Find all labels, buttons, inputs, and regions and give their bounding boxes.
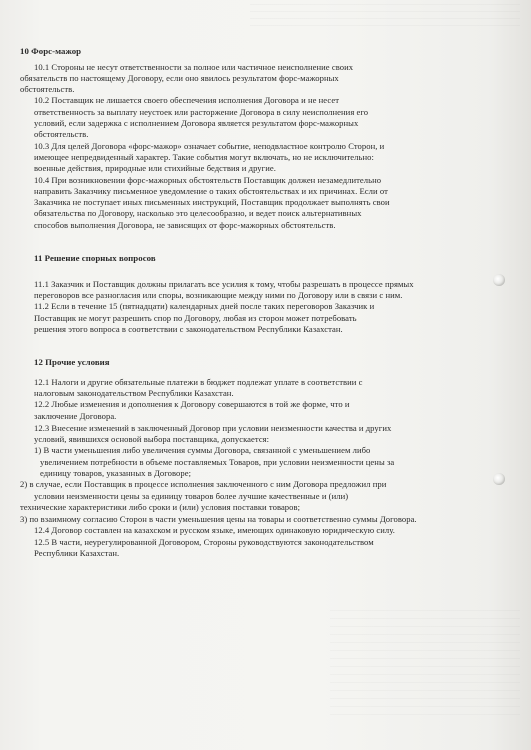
bleed-through-texture-top xyxy=(250,4,520,32)
section-10-line: ответственность за выплату неустоек или расторжение Договора в силу неисполнения его xyxy=(34,107,369,117)
punch-hole-upper xyxy=(493,274,505,286)
section-10-line: обязательства по Договору, насколько это целесообразно, и ведет поиск альтернативных xyxy=(34,208,362,218)
section-10-line: направить Заказчику письменное уведомление о таких обстоятельствах и их причинах. Если от xyxy=(34,186,388,196)
section-12-line: 2) в случае, если Поставщик в процессе исполнения заключенного с ним Договора предложил при xyxy=(20,479,387,489)
bleed-through-texture-bottom xyxy=(330,610,520,720)
section-11-line: 11.2 Если в течение 15 (пятнадцати) календарных дней после таких переговоров Заказчик и xyxy=(34,301,375,311)
section-10-line: Заказчика не поступает иных письменных инструкций, Поставщик продолжает выполнять свои xyxy=(34,197,390,207)
section-12-line: 12.2 Любые изменения и дополнения к Договору совершаются в той же форме, что и xyxy=(34,399,350,409)
section-11-line: Поставщик не могут разрешить спор по Договору, любая из сторон может потребовать xyxy=(34,313,357,323)
section-10-line: 10.2 Поставщик не лишается своего обеспечения исполнения Договора и не несет xyxy=(34,95,340,105)
section-12-line: заключение Договора. xyxy=(34,411,117,421)
section-12-line: технические характеристики либо сроки и (или) условия поставки товаров; xyxy=(20,502,301,512)
section-12-line: единицу товаров, указанных в Договоре; xyxy=(40,468,192,478)
section-10-line: 10.1 Стороны не несут ответственности за полное или частичное неисполнение своих xyxy=(34,62,354,72)
section-11-line: решения этого вопроса в соответствии с законодательством Республики Казахстан. xyxy=(34,324,343,334)
section-10-line: условий, если задержка с исполнением Договора является результатом форс-мажорных xyxy=(34,118,359,128)
section-12-line: 1) В части уменьшения либо увеличения суммы Договора, связанной с уменьшением либо xyxy=(34,445,371,455)
section-12-line: 3) по взаимному согласию Сторон в части уменьшения цены на товары и соответственно суммы Договора. xyxy=(20,514,417,524)
section-10-line: обстоятельств. xyxy=(20,84,75,94)
section-10-line: обязательств по настоящему Договору, если оно явилось результатом форс-мажорных xyxy=(20,73,339,83)
section-11-heading: 11 Решение спорных вопросов xyxy=(34,253,156,263)
punch-hole-lower xyxy=(493,473,505,485)
section-10-line: обстоятельств. xyxy=(34,129,89,139)
section-12-line: условии неизменности цены за единицу товаров более лучшие качественные и (или) xyxy=(34,491,349,501)
section-12-line: 12.4 Договор составлен на казахском и русском языке, имеющих одинаковую юридическую силу. xyxy=(34,525,395,535)
section-12-line: увеличением потребности в объеме поставляемых Товаров, при условии неизменности цены за xyxy=(40,457,395,467)
section-10-line: военные действия, природные или стихийные бедствия и другие. xyxy=(34,163,276,173)
section-12-line: 12.5 В части, неурегулированной Договором, Стороны руководствуются законодательством xyxy=(34,537,374,547)
section-10-line: имеющее непредвиденный характер. Такие события могут включать, но не исключительно: xyxy=(34,152,374,162)
section-12-heading: 12 Прочие условия xyxy=(34,357,110,367)
section-12-line: условий, явившихся основой выбора поставщика, допускается: xyxy=(34,434,270,444)
section-12-line: 12.1 Налоги и другие обязательные платежи в бюджет подлежат уплате в соответствии с xyxy=(34,377,363,387)
section-11-line: 11.1 Заказчик и Поставщик должны прилагать все усилия к тому, чтобы разрешать в процессе прямых xyxy=(34,279,414,289)
section-11-line: переговоров все разногласия или споры, возникающие между ними по Договору или в связи с ним. xyxy=(34,290,403,300)
section-12-line: Республики Казахстан. xyxy=(34,548,120,558)
section-10-line: 10.4 При возникновении форс-мажорных обстоятельств Поставщик должен незамедлительно xyxy=(34,175,382,185)
section-10-heading: 10 Форс-мажор xyxy=(20,46,82,56)
section-12-line: налоговым законодательством Республики Казахстан. xyxy=(34,388,234,398)
section-12-line: 12.3 Внесение изменений в заключенный Договор при условии неизменности качества и других xyxy=(34,423,392,433)
section-10-line: способов выполнения Договора, не зависящих от форс-мажорных обстоятельств. xyxy=(34,220,336,230)
section-10-line: 10.3 Для целей Договора «форс-мажор» означает событие, неподвластное контролю Сторон, и xyxy=(34,141,385,151)
